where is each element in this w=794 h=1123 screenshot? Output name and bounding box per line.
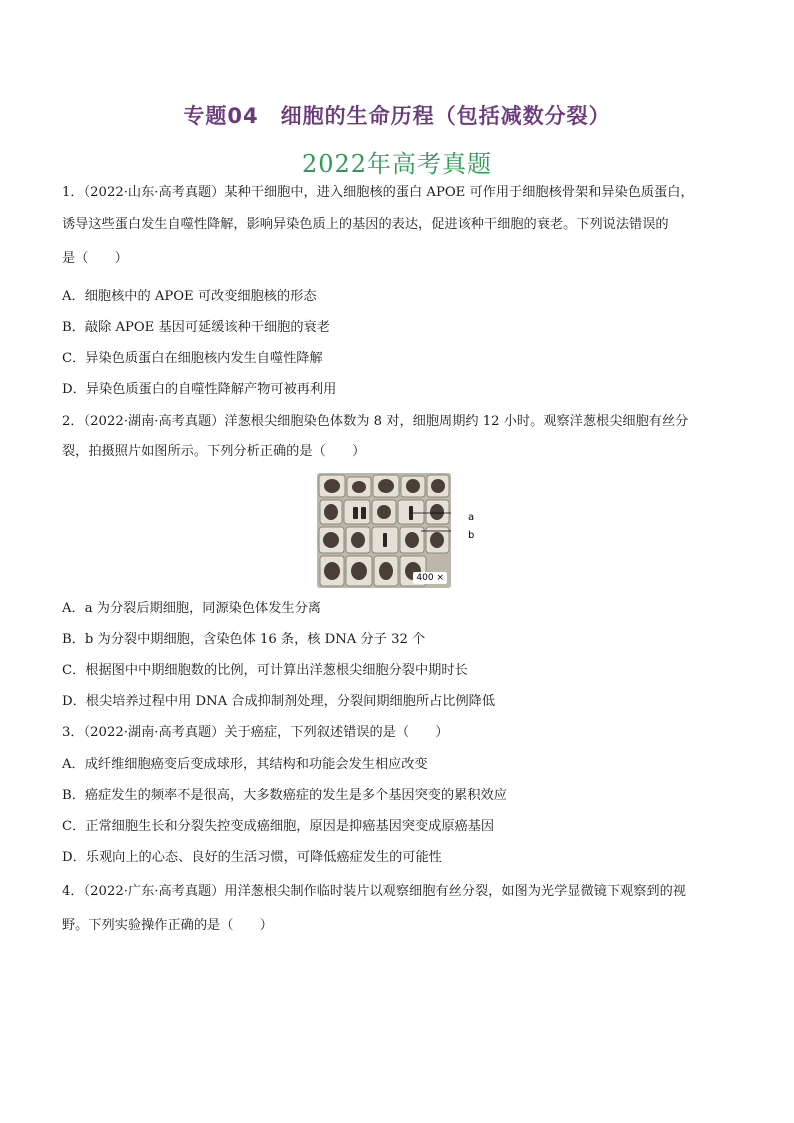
question-4-stem-line-2: 野。下列实验操作正确的是（ ）	[62, 918, 273, 933]
question-2-option-b: B．b 为分裂中期细胞，含染色体 16 条，核 DNA 分子 32 个	[62, 632, 426, 647]
question-1-option-a: A．细胞核中的 APOE 可改变细胞核的形态	[62, 289, 317, 304]
micrograph-figure	[317, 473, 451, 588]
question-2-option-c: C．根据图中中期细胞数的比例，可计算出洋葱根尖细胞分裂中期时长	[62, 663, 468, 678]
question-1-option-b: B．敲除 APOE 基因可延缓该种干细胞的衰老	[62, 320, 330, 335]
figure-label-b: b	[468, 530, 475, 541]
question-2-stem-line-2: 裂，拍摄照片如图所示。下列分析正确的是（ ）	[62, 444, 366, 459]
question-4-stem-line-1: 4．（2022·广东·高考真题）用洋葱根尖制作临时装片以观察细胞有丝分裂，如图为光学显微镜下观察到的视	[62, 884, 686, 899]
question-1-stem-line-2: 诱导这些蛋白发生自噬性降解，影响异染色质上的基因的表达，促进该种干细胞的衰老。下列说法错误的	[62, 217, 669, 232]
page-subtitle: 2022年高考真题	[301, 150, 493, 178]
question-3-option-b: B．癌症发生的频率不是很高，大多数癌症的发生是多个基因突变的累积效应	[62, 788, 507, 803]
question-3-option-a: A．成纤维细胞癌变后变成球形，其结构和功能会发生相应改变	[62, 757, 428, 772]
question-2-stem-line-1: 2．（2022·湖南·高考真题）洋葱根尖细胞染色体数为 8 对，细胞周期约 12 小时。观察洋葱根尖细胞有丝分	[62, 414, 689, 429]
question-3-stem-line-1: 3．（2022·湖南·高考真题）关于癌症，下列叙述错误的是（ ）	[62, 725, 449, 740]
question-1-option-c: C．异染色质蛋白在细胞核内发生自噬性降解	[62, 351, 323, 366]
question-3-option-c: C．正常细胞生长和分裂失控变成癌细胞，原因是抑癌基因突变成原癌基因	[62, 819, 495, 834]
page-title: 专题04 细胞的生命历程（包括减数分裂）	[183, 104, 611, 128]
question-3-option-d: D．乐观向上的心态、良好的生活习惯，可降低癌症发生的可能性	[62, 850, 442, 865]
question-1-option-d: D．异染色质蛋白的自噬性降解产物可被再利用	[62, 382, 337, 397]
question-1-stem-line-1: 1．（2022·山东·高考真题）某种干细胞中，进入细胞核的蛋白 APOE 可作用于细胞核骨架和异染色质蛋白，	[62, 185, 694, 200]
question-1-stem-line-3: 是（ ）	[62, 251, 128, 266]
onion-root-tip-micrograph	[317, 473, 451, 588]
figure-label-a: a	[468, 512, 475, 523]
question-2-option-d: D．根尖培养过程中用 DNA 合成抑制剂处理，分裂间期细胞所占比例降低	[62, 694, 496, 709]
magnification-label: 400 ×	[413, 572, 447, 584]
question-2-option-a: A．a 为分裂后期细胞，同源染色体发生分离	[62, 601, 321, 616]
